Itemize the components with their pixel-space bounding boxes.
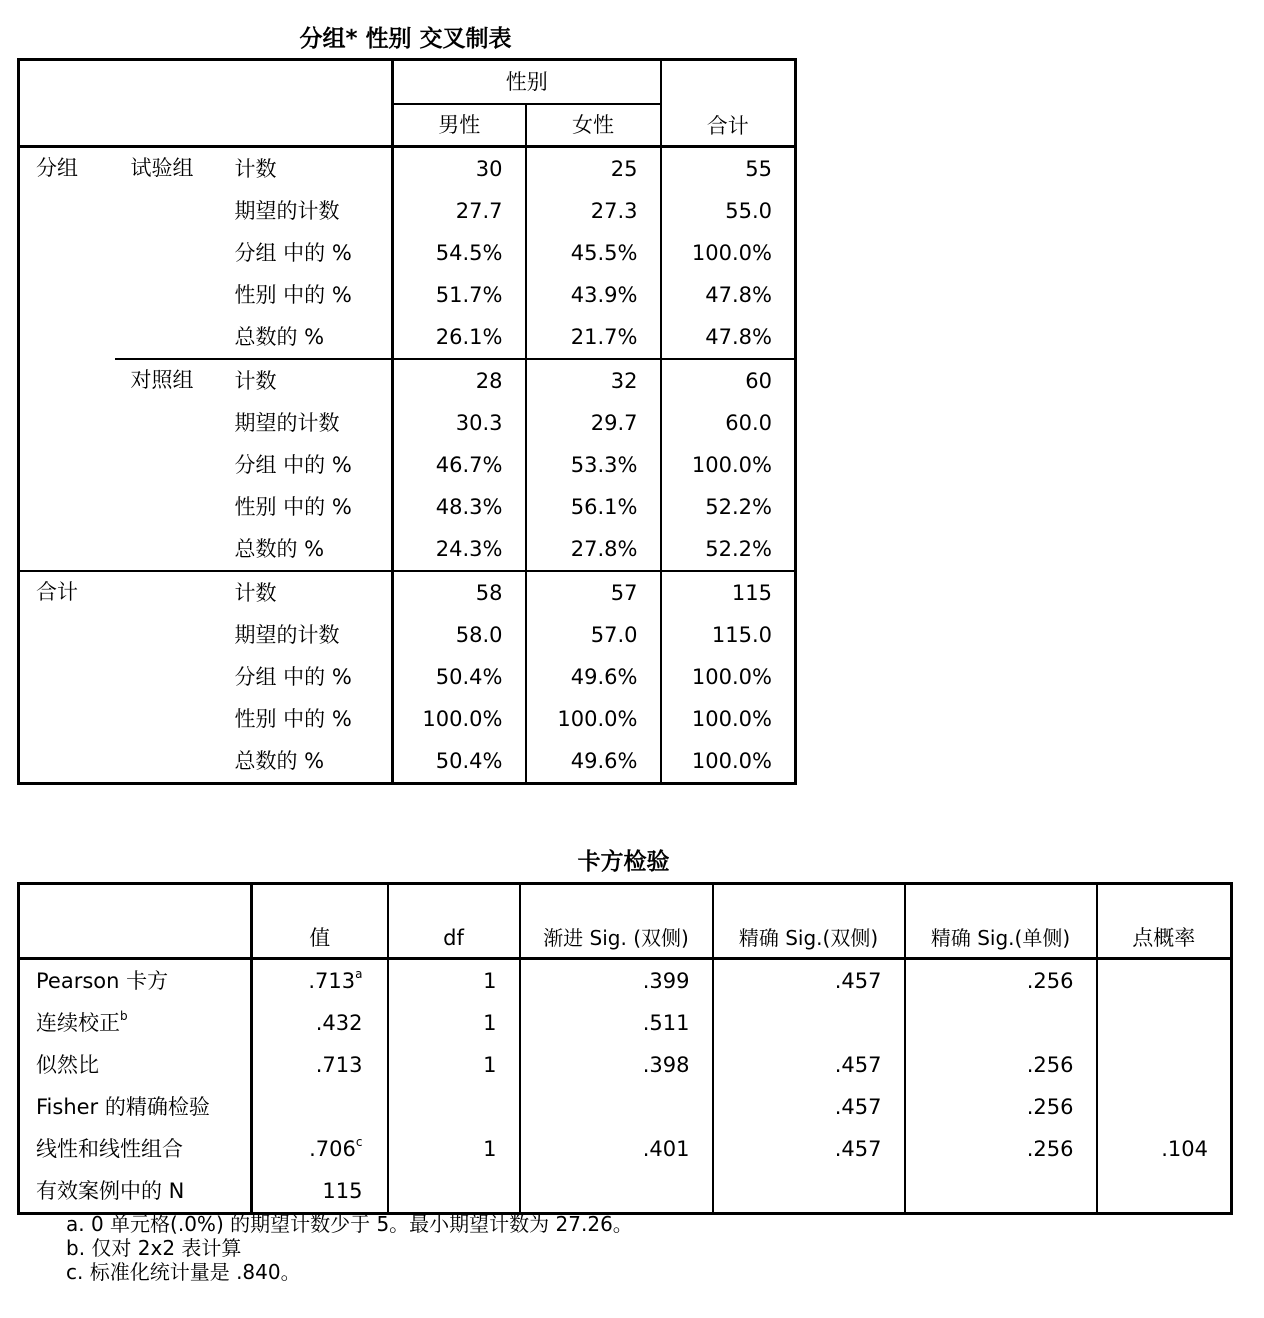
female-cell: 100.0% — [526, 698, 661, 740]
female-cell: 56.1% — [526, 486, 661, 528]
total-cell: 60 — [661, 359, 796, 402]
male-cell: 50.4% — [393, 740, 526, 784]
crosstab-row — [19, 147, 796, 191]
stat-label: 计数 — [225, 571, 393, 614]
asymp-sig-cell: .399 — [520, 959, 713, 1003]
group-label: 试验组 — [130, 156, 194, 180]
male-cell: 46.7% — [393, 444, 526, 486]
total-cell: 52.2% — [661, 528, 796, 571]
stat-label: 总数的 % — [234, 748, 325, 773]
male-cell: 58 — [393, 571, 526, 614]
footnote-marker: b — [120, 1008, 128, 1023]
exact-sig1-cell: .256 — [905, 1128, 1097, 1170]
exact-sig2-cell: .457 — [713, 1128, 905, 1170]
female-cell: 57.0 — [526, 614, 661, 656]
chisq-row — [19, 1044, 1232, 1086]
test-label-text: 线性和线性组合 — [36, 1136, 183, 1161]
footnote-marker: c — [355, 1134, 363, 1149]
value-text: .432 — [315, 1010, 363, 1035]
asymp-sig-cell — [520, 1170, 713, 1214]
exact-sig1-col-header: 精确 Sig.(单侧) — [905, 884, 1097, 959]
df-col-header: df — [388, 884, 520, 959]
corner-cell — [19, 60, 393, 147]
chisq-row — [19, 1002, 1232, 1044]
chisq-title: 卡方检验 — [577, 849, 670, 875]
stat-label: 性别 中的 % — [234, 706, 352, 731]
value-cell — [252, 959, 388, 1003]
exact-sig2-col-header: 精确 Sig.(双侧) — [713, 884, 905, 959]
value-text: .713 — [315, 1052, 363, 1077]
asymp-sig-cell — [520, 1086, 713, 1128]
male-cell: 54.5% — [393, 232, 526, 274]
female-cell: 21.7% — [526, 316, 661, 359]
group-label — [115, 571, 225, 784]
asymp-sig-cell: .511 — [520, 1002, 713, 1044]
point-prob-cell — [1097, 1170, 1232, 1214]
exact-sig1-cell: .256 — [905, 959, 1097, 1003]
df-cell: 1 — [388, 959, 520, 1003]
asymp-sig-col-header: 渐进 Sig. (双侧) — [520, 884, 713, 959]
value-cell — [252, 1170, 388, 1214]
asymp-sig-cell: .398 — [520, 1044, 713, 1086]
df-cell: 1 — [388, 1002, 520, 1044]
total-cell: 55 — [661, 147, 796, 191]
stat-label: 期望的计数 — [234, 622, 340, 647]
crosstab-title: 分组* 性别 交叉制表 — [299, 26, 512, 52]
df-cell — [388, 1086, 520, 1128]
female-cell: 27.3 — [526, 190, 661, 232]
exact-sig2-cell: .457 — [713, 1044, 905, 1086]
exact-sig1-cell — [905, 1002, 1097, 1044]
total-col-header: 合计 — [661, 60, 796, 147]
stat-label: 计数 — [234, 156, 277, 181]
total-cell: 52.2% — [661, 486, 796, 528]
male-cell: 48.3% — [393, 486, 526, 528]
total-cell: 100.0% — [661, 740, 796, 784]
chisq-row — [19, 959, 1232, 1003]
total-cell: 100.0% — [661, 656, 796, 698]
test-label-text: Fisher 的精确检验 — [36, 1094, 210, 1119]
row-var-label: 分组 — [36, 156, 78, 180]
gender-group-header: 性别 — [393, 60, 661, 105]
female-cell: 53.3% — [526, 444, 661, 486]
point-prob-cell — [1097, 1086, 1232, 1128]
point-prob-col-header: 点概率 — [1097, 884, 1232, 959]
female-cell: 49.6% — [526, 740, 661, 784]
male-cell: 26.1% — [393, 316, 526, 359]
test-label — [19, 1170, 252, 1214]
df-cell: 1 — [388, 1128, 520, 1170]
test-label — [19, 1002, 252, 1044]
exact-sig2-cell: .457 — [713, 959, 905, 1003]
total-cell: 47.8% — [661, 316, 796, 359]
stat-label: 总数的 % — [234, 324, 325, 349]
total-cell: 100.0% — [661, 698, 796, 740]
chisq-corner — [19, 884, 252, 959]
crosstab-row — [19, 571, 796, 614]
female-cell: 32 — [526, 359, 661, 402]
stat-label: 期望的计数 — [234, 410, 340, 435]
exact-sig1-cell: .256 — [905, 1044, 1097, 1086]
female-col-header: 女性 — [526, 104, 661, 147]
crosstab-table — [17, 58, 797, 785]
total-cell: 60.0 — [661, 402, 796, 444]
female-cell: 49.6% — [526, 656, 661, 698]
test-label — [19, 1128, 252, 1170]
female-cell: 25 — [526, 147, 661, 191]
test-label-text: 似然比 — [36, 1052, 99, 1077]
male-cell: 27.7 — [393, 190, 526, 232]
test-label-text: 连续校正 — [36, 1010, 120, 1035]
male-cell: 30.3 — [393, 402, 526, 444]
male-cell: 51.7% — [393, 274, 526, 316]
value-cell — [252, 1086, 388, 1128]
male-col-header: 男性 — [393, 104, 526, 147]
female-cell: 27.8% — [526, 528, 661, 571]
test-label — [19, 959, 252, 1003]
total-cell: 47.8% — [661, 274, 796, 316]
chisq-row — [19, 1170, 1232, 1214]
test-label-text: Pearson 卡方 — [36, 968, 169, 993]
footnotes — [66, 1212, 633, 1284]
female-cell: 43.9% — [526, 274, 661, 316]
stat-label: 计数 — [225, 359, 393, 402]
value-cell — [252, 1044, 388, 1086]
test-label — [19, 1086, 252, 1128]
stat-label: 分组 中的 % — [234, 240, 352, 265]
male-cell: 28 — [393, 359, 526, 402]
group-label: 对照组 — [115, 359, 225, 571]
value-cell — [252, 1128, 388, 1170]
stat-label: 性别 中的 % — [234, 494, 352, 519]
stat-label: 分组 中的 % — [234, 452, 352, 477]
value-cell — [252, 1002, 388, 1044]
stat-label: 总数的 % — [234, 536, 325, 561]
df-cell — [388, 1170, 520, 1214]
crosstab-row — [19, 359, 796, 402]
point-prob-cell — [1097, 1002, 1232, 1044]
total-cell: 55.0 — [661, 190, 796, 232]
point-prob-cell — [1097, 1044, 1232, 1086]
footnote: a. 0 单元格(.0%) 的期望计数少于 5。最小期望计数为 27.26。 — [66, 1212, 633, 1236]
test-label — [19, 1044, 252, 1086]
stat-label: 性别 中的 % — [234, 282, 352, 307]
chisq-row — [19, 1128, 1232, 1170]
footnote: c. 标准化统计量是 .840。 — [66, 1260, 301, 1284]
value-col-header: 值 — [252, 884, 388, 959]
total-cell: 100.0% — [661, 232, 796, 274]
female-cell: 45.5% — [526, 232, 661, 274]
chisq-row — [19, 1086, 1232, 1128]
chisq-table — [17, 882, 1233, 1215]
male-cell: 58.0 — [393, 614, 526, 656]
value-text: 115 — [322, 1178, 363, 1203]
value-text: .706 — [309, 1136, 356, 1161]
value-text: .713 — [308, 968, 356, 993]
exact-sig1-cell: .256 — [905, 1086, 1097, 1128]
exact-sig1-cell — [905, 1170, 1097, 1214]
total-row-label: 合计 — [19, 571, 115, 784]
footnote-marker: a — [355, 966, 363, 981]
test-label-text: 有效案例中的 N — [36, 1178, 185, 1203]
point-prob-cell: .104 — [1097, 1128, 1232, 1170]
male-cell: 30 — [393, 147, 526, 191]
point-prob-cell — [1097, 959, 1232, 1003]
total-cell: 115 — [661, 571, 796, 614]
male-cell: 24.3% — [393, 528, 526, 571]
footnote: b. 仅对 2x2 表计算 — [66, 1236, 242, 1260]
female-cell: 29.7 — [526, 402, 661, 444]
female-cell: 57 — [526, 571, 661, 614]
df-cell: 1 — [388, 1044, 520, 1086]
asymp-sig-cell: .401 — [520, 1128, 713, 1170]
total-cell: 115.0 — [661, 614, 796, 656]
exact-sig2-cell — [713, 1170, 905, 1214]
male-cell: 100.0% — [393, 698, 526, 740]
stat-label: 分组 中的 % — [234, 664, 352, 689]
total-cell: 100.0% — [661, 444, 796, 486]
male-cell: 50.4% — [393, 656, 526, 698]
stat-label: 期望的计数 — [234, 198, 340, 223]
exact-sig2-cell — [713, 1002, 905, 1044]
exact-sig2-cell: .457 — [713, 1086, 905, 1128]
